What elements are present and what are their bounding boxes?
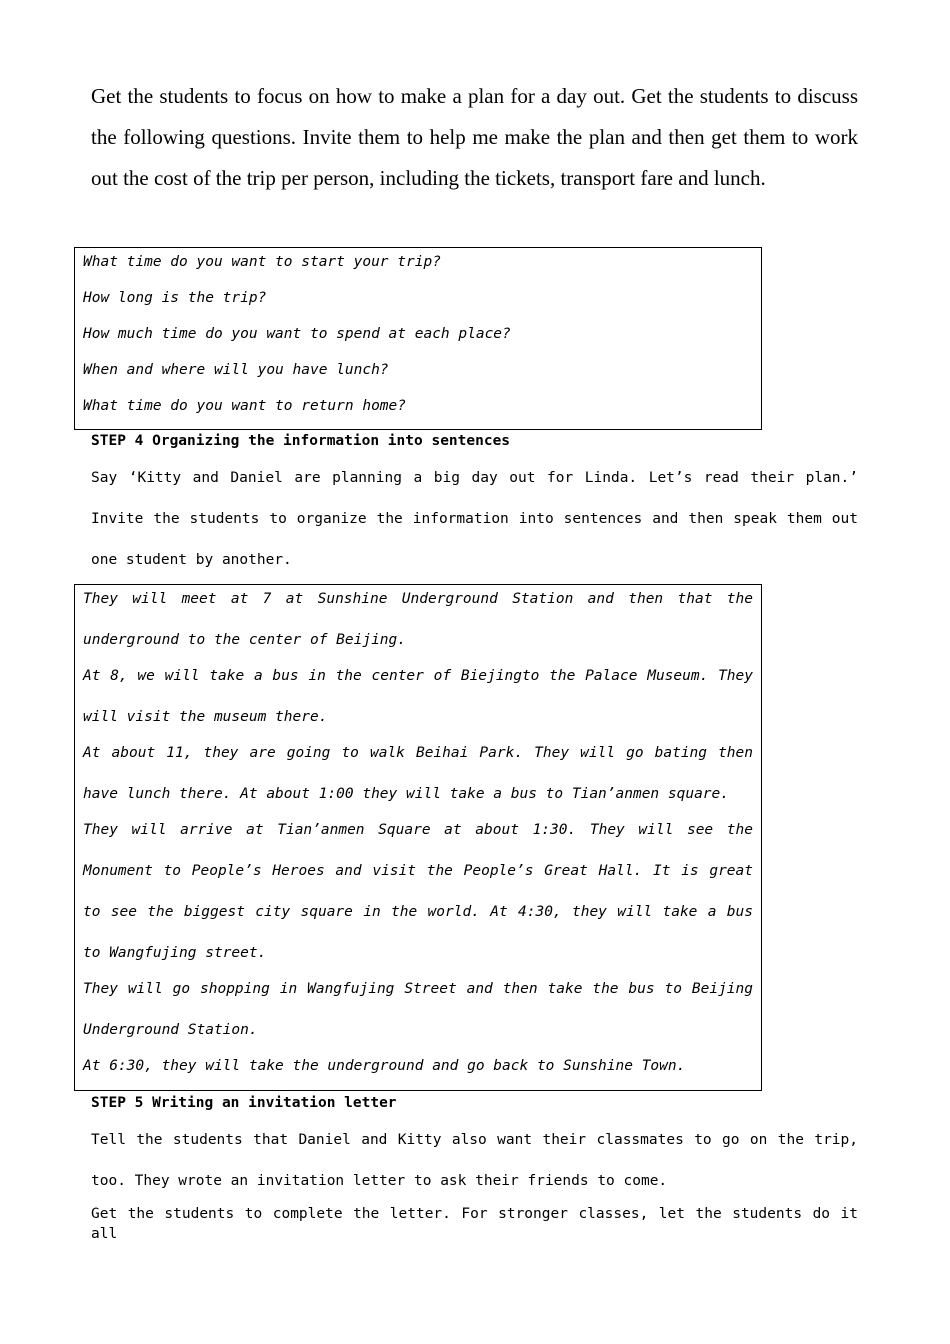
plan-sentence: They will meet at 7 at Sunshine Underground Station and then that the underground to the center of Beijing. xyxy=(83,591,753,648)
step5-text-continued: Get the students to complete the letter. For stronger classes, let the students do it all xyxy=(91,1206,858,1242)
step5-heading: STEP 5 Writing an invitation letter xyxy=(91,1095,397,1111)
plan-sentence: They will go shopping in Wangfujing Street and then take the bus to Beijing Underground Station. xyxy=(83,981,753,1038)
step4-text: Say ‘Kitty and Daniel are planning a big day out for Linda. Let’s read their plan.’ Invite the students to organize the information into sentences and then speak them out one student by another. xyxy=(91,470,858,568)
question-item: What time do you want to return home? xyxy=(83,398,407,414)
question-item: What time do you want to start your trip? xyxy=(83,254,441,270)
plan-sentence: At 6:30, they will take the underground and go back to Sunshine Town. xyxy=(83,1058,686,1074)
intro-paragraph: Get the students to focus on how to make a plan for a day out. Get the students to discuss the following questions. Invite them to help me make the plan and then get them to work out the cost of the trip per person, including the tickets, transport fare and lunch. xyxy=(91,84,858,190)
step5-text: Tell the students that Daniel and Kitty also want their classmates to go on the trip, too. They wrote an invitation letter to ask their friends to come. xyxy=(91,1132,858,1189)
plan-sentence: At 8, we will take a bus in the center of Biejingto the Palace Museum. They will visit the museum there. xyxy=(83,668,753,725)
question-item: How much time do you want to spend at each place? xyxy=(83,326,511,342)
plan-box xyxy=(74,584,762,1091)
questions-box xyxy=(74,247,762,430)
question-item: How long is the trip? xyxy=(83,290,267,306)
plan-sentence: They will arrive at Tian’anmen Square at about 1:30. They will see the Monument to People’s Heroes and visit the People’s Great Hall. It is great to see the biggest city square in the world. At 4:30, they will take a bus to Wangfujing street. xyxy=(83,822,753,961)
plan-sentence: At about 11, they are going to walk Beihai Park. They will go bating then have lunch there. At about 1:00 they will take a bus to Tian’anmen square. xyxy=(83,745,753,802)
step4-heading: STEP 4 Organizing the information into sentences xyxy=(91,433,511,449)
question-item: When and where will you have lunch? xyxy=(83,362,389,378)
